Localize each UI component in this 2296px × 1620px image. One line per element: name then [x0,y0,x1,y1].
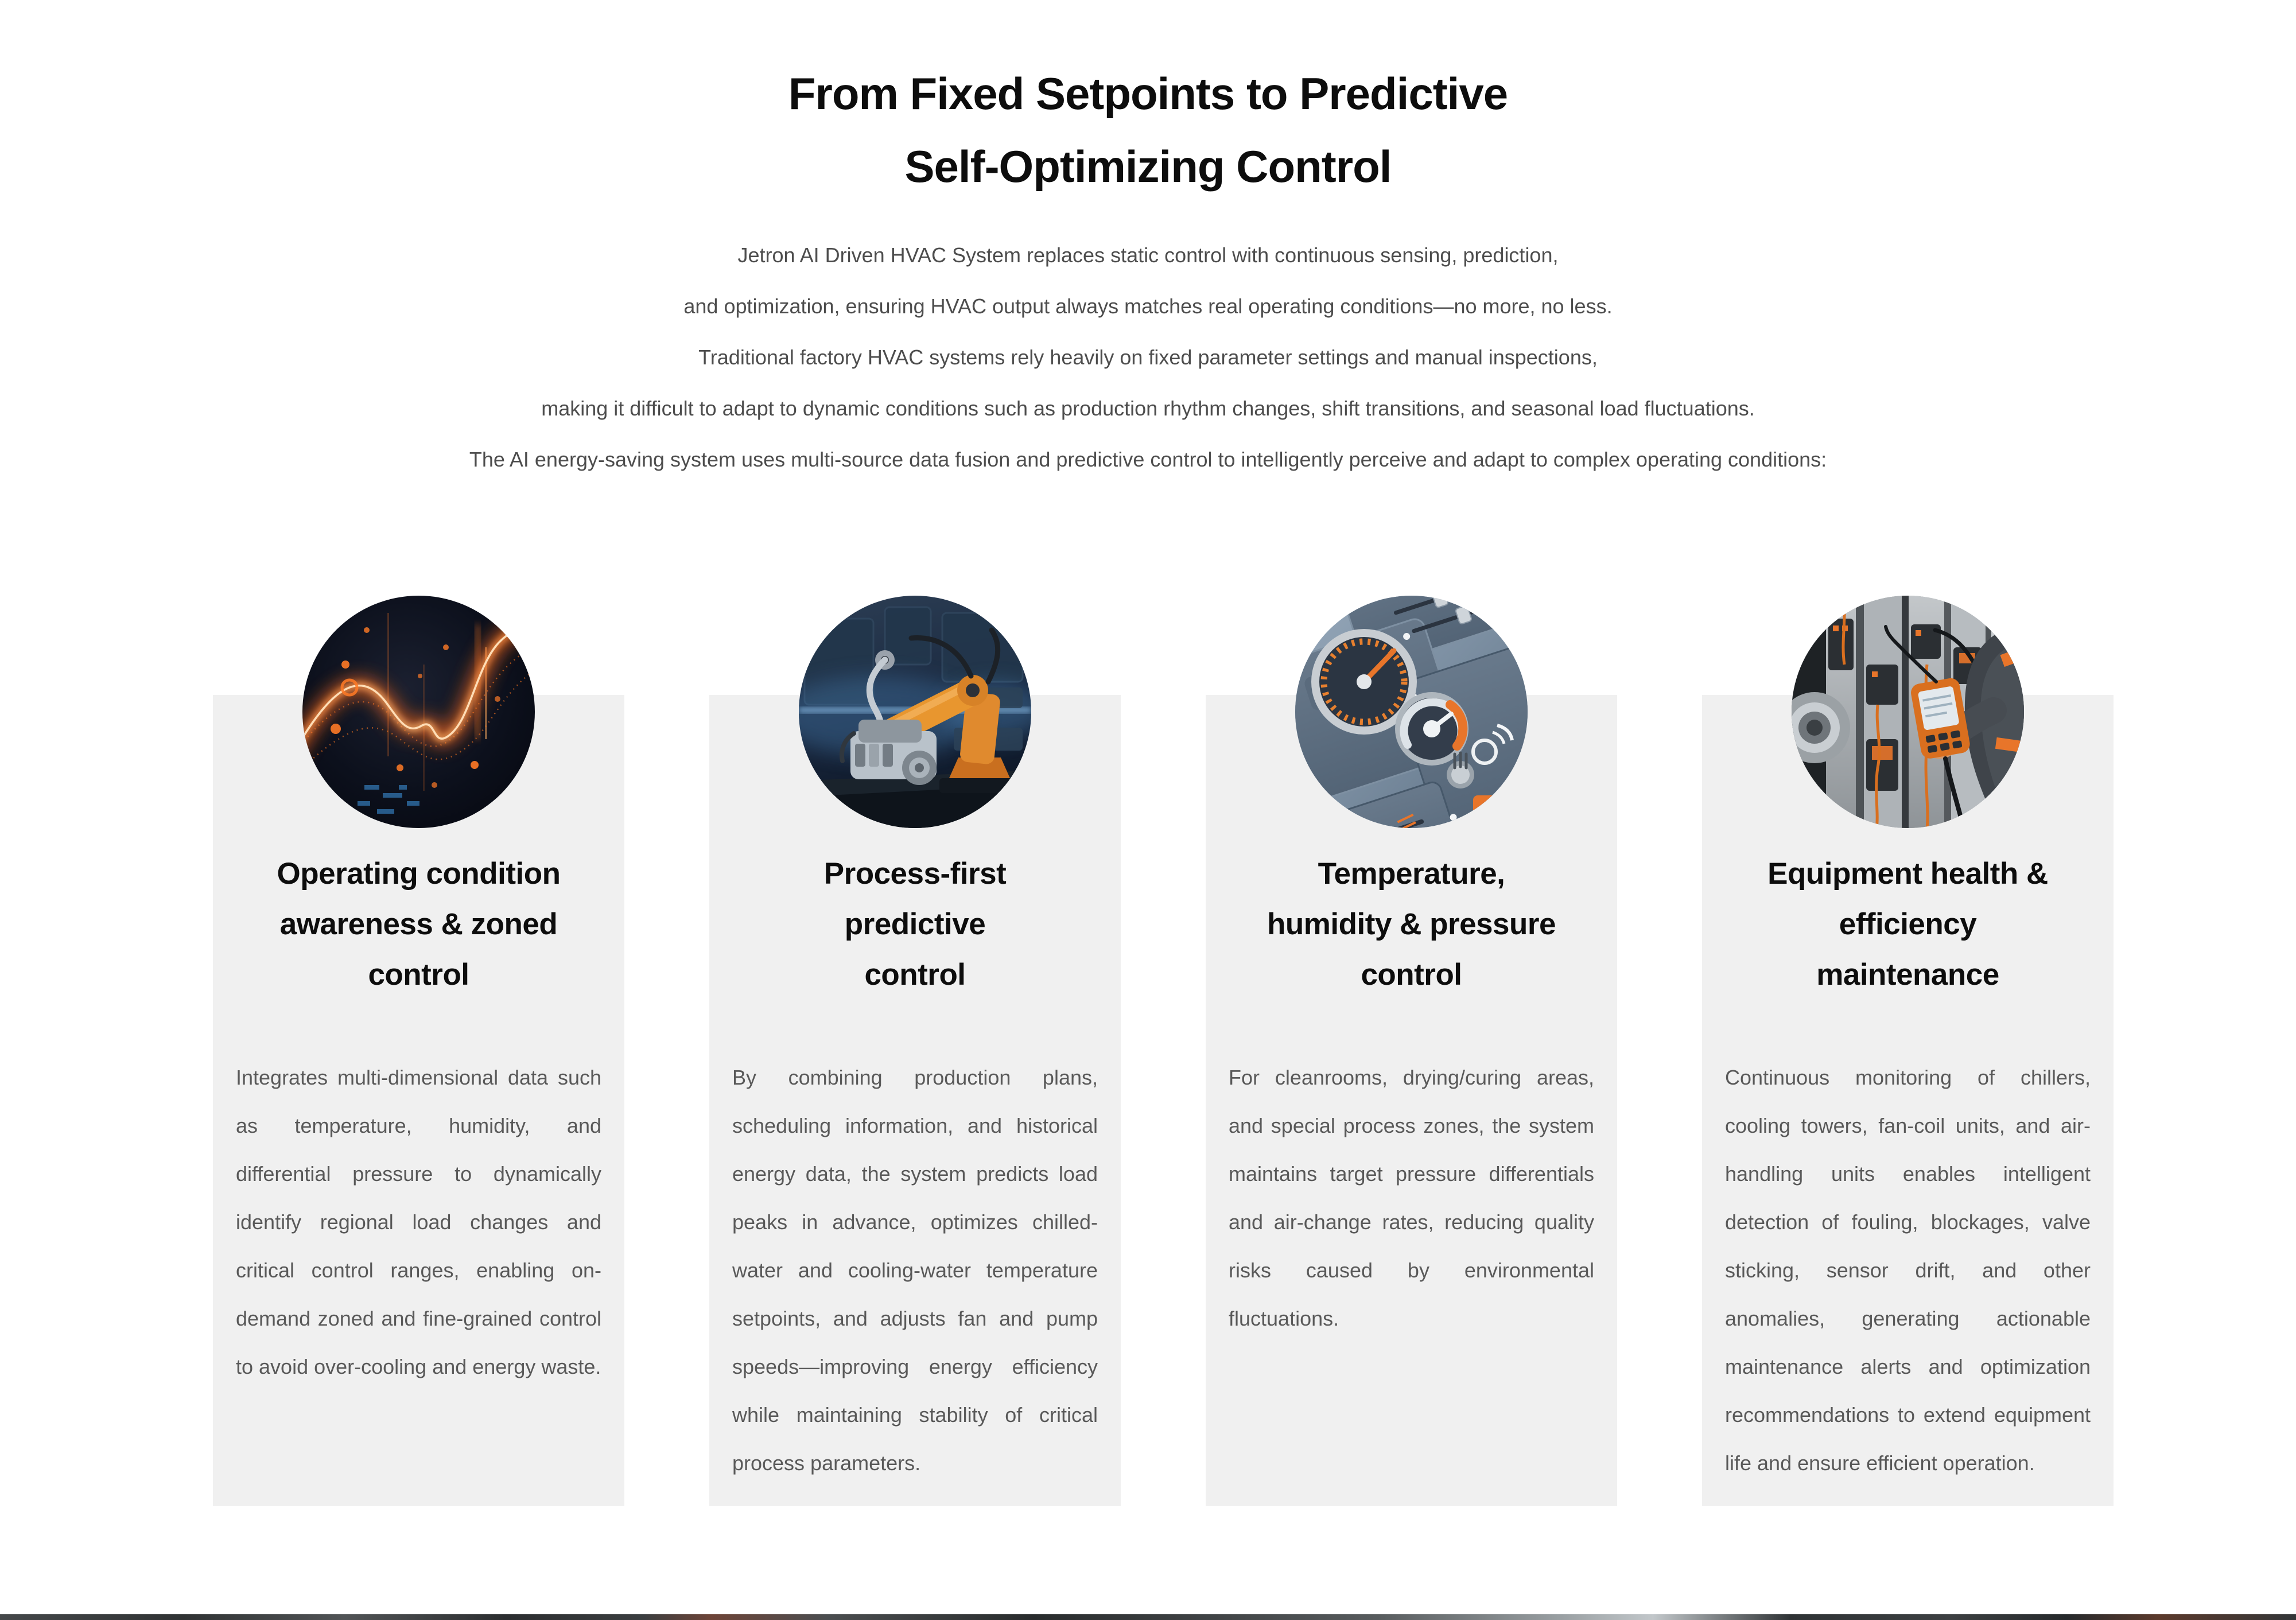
intro-line: Traditional factory HVAC systems rely heavily on fixed parameter settings and manual inspections, [698,345,1598,369]
intro-line: The AI energy-saving system uses multi-source data fusion and predictive control to intelligently perceive and adapt to complex operating conditions: [469,448,1827,471]
card-title [1702,849,2114,1000]
card-title-line: predictive [844,907,986,941]
card-title-line: Operating condition [277,857,561,891]
card-body-text: By combining production plans, scheduling information, and historical energy data, the system predicts load peaks in advance, optimizes chilled-water and cooling-water temperature setpoints, and adjusts fan and pump speeds—improving energy efficiency while maintaining stability of critical process parameters. [732,1066,1098,1475]
hero-section [0,0,2296,485]
card-image-technician-handheld-inspection [1792,596,2024,828]
card-title-line: control [1361,958,1462,992]
card-body-text: Continuous monitoring of chillers, cooling towers, fan-coil units, and air-handling units enables intelligent detection of fouling, blockages, valve sticking, sensor drift, and other anomalies, generating actionable maintenance alerts and optimization recommendations to extend equipment life and ensure efficient operation. [1725,1066,2091,1475]
card-title-line: Process-first [823,857,1007,891]
page-title-line: Self-Optimizing Control [904,141,1392,192]
page-title [0,57,2296,203]
page-title-line: From Fixed Setpoints to Predictive [788,68,1508,119]
card-body-text: Integrates multi-dimensional data such as temperature, humidity, and differential pressure to dynamically identify regional load changes and critical control ranges, enabling on-demand zoned and fine-grained control to avoid over-cooling and energy waste. [236,1066,601,1378]
card-title [213,849,624,1000]
card-title [709,849,1121,1000]
next-section-edge [0,1614,2296,1620]
card-title-line: efficiency [1839,907,1977,941]
feature-card-zoned-control [213,596,624,1506]
feature-card-equipment-health [1702,596,2114,1506]
card-title-line: awareness & zoned [279,907,558,941]
card-title-line: humidity & pressure [1267,907,1556,941]
feature-card-environment-control [1206,596,1617,1506]
intro-line: Jetron AI Driven HVAC System replaces static control with continuous sensing, prediction, [737,243,1559,267]
card-title-line: control [864,958,966,992]
card-title-line: control [368,958,469,992]
feature-cards-row [0,596,2296,1506]
card-title [1206,849,1617,1000]
card-title-line: Temperature, [1318,857,1505,891]
intro-line: making it difficult to adapt to dynamic conditions such as production rhythm changes, shift transitions, and seasonal load fluctuations. [541,397,1755,420]
intro-line: and optimization, ensuring HVAC output always matches real operating conditions—no more, no less. [683,294,1613,318]
card-image-robot-arm-assembly [799,596,1031,828]
card-image-orange-waveform-analytics [302,596,535,828]
card-image-control-panel-gauges [1295,596,1528,828]
intro-paragraph [0,230,2296,485]
card-title-line: maintenance [1816,958,1999,992]
card-title-line: Equipment health & [1767,857,2048,891]
card-body-text: For cleanrooms, drying/curing areas, and special process zones, the system maintains target pressure differentials and air-change rates, reducing quality risks caused by environmental fluctuations. [1229,1066,1594,1330]
feature-card-predictive-control [709,596,1121,1506]
